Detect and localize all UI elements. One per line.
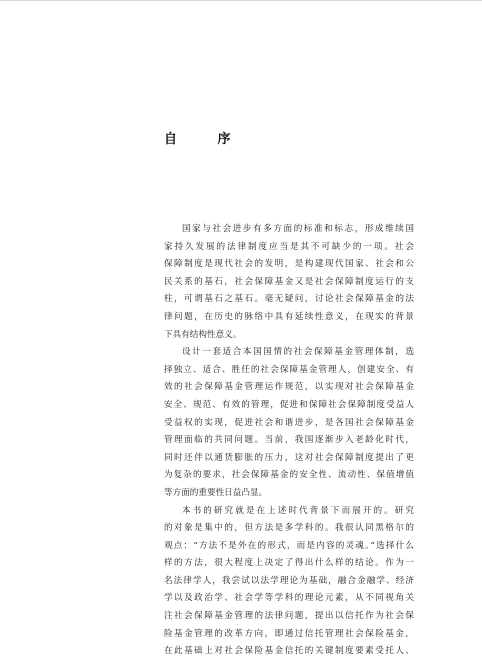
text-line: 为复杂的要求，社会保障基金的安全性、流动性、保值增值 xyxy=(164,470,414,481)
text-line: 险基金管理的改革方向，即通过信托管理社会保险基金， xyxy=(164,628,414,639)
text-line: 本书的研究就是在上述时代背景下而展开的。研究 xyxy=(182,505,414,516)
text-line: 在此基础上对社会保险基金信托的关键制度要素受托人、 xyxy=(164,646,414,657)
text-line: 的对象是集中的，但方法是多学科的。我很认同黑格尔的 xyxy=(164,523,414,534)
page-title: 自 序 xyxy=(164,132,249,147)
text-line: 受益权的实现，促进社会和谐进步，是各国社会保障基金 xyxy=(164,417,414,428)
text-line: 等方面的重要性日益凸显。 xyxy=(164,487,268,498)
text-line: 观点：“方法不是外在的形式，而是内容的灵魂。”选择什么 xyxy=(164,540,414,551)
text-line: 学以及政治学、社会学等学科的理论元素，从不同视角关 xyxy=(164,593,414,604)
text-line: 柱，可谓基石之基石。毫无疑问，讨论社会保障基金的法 xyxy=(164,294,414,305)
text-line: 保障制度是现代社会的发明，是构建现代国家、社会和公 xyxy=(164,259,414,270)
body-text xyxy=(164,221,414,661)
text-line: 设计一套适合本国国情的社会保障基金管理体制，选 xyxy=(182,347,414,358)
text-line: 管理面临的共同问题。当前，我国逐渐步入老龄化时代， xyxy=(164,435,414,446)
text-line: 国家与社会进步有多方面的标准和标志，形成维续国 xyxy=(182,224,414,234)
text-line: 样的方法，很大程度上决定了得出什么样的结论。作为一 xyxy=(164,558,414,569)
text-line: 同时还伴以通货膨胀的压力，这对社会保障制度提出了更 xyxy=(164,452,414,463)
text-line: 择独立、适合、胜任的社会保障基金管理人，创建安全、有 xyxy=(164,364,414,375)
text-line: 安全、规范、有效的管理，促进和保障社会保障制度受益人 xyxy=(164,399,414,410)
page-top-border xyxy=(0,0,482,1)
text-line: 家持久发展的法律制度应当是其不可缺少的一项。社会 xyxy=(164,241,414,252)
text-line: 名法律学人，我尝试以法学理论为基础，融合金融学、经济 xyxy=(164,575,414,586)
text-line: 民关系的基石，社会保障基金又是社会保障制度运行的支 xyxy=(164,276,414,287)
text-line: 效的社会保障基金管理运作规范，以实现对社会保障基金 xyxy=(164,382,414,393)
text-line: 下具有结构性意义。 xyxy=(164,329,242,340)
text-line: 律问题，在历史的脉络中具有延续性意义，在现实的背景 xyxy=(164,311,414,322)
text-line: 注社会保障基金管理的法律问题，提出以信托作为社会保 xyxy=(164,611,414,622)
